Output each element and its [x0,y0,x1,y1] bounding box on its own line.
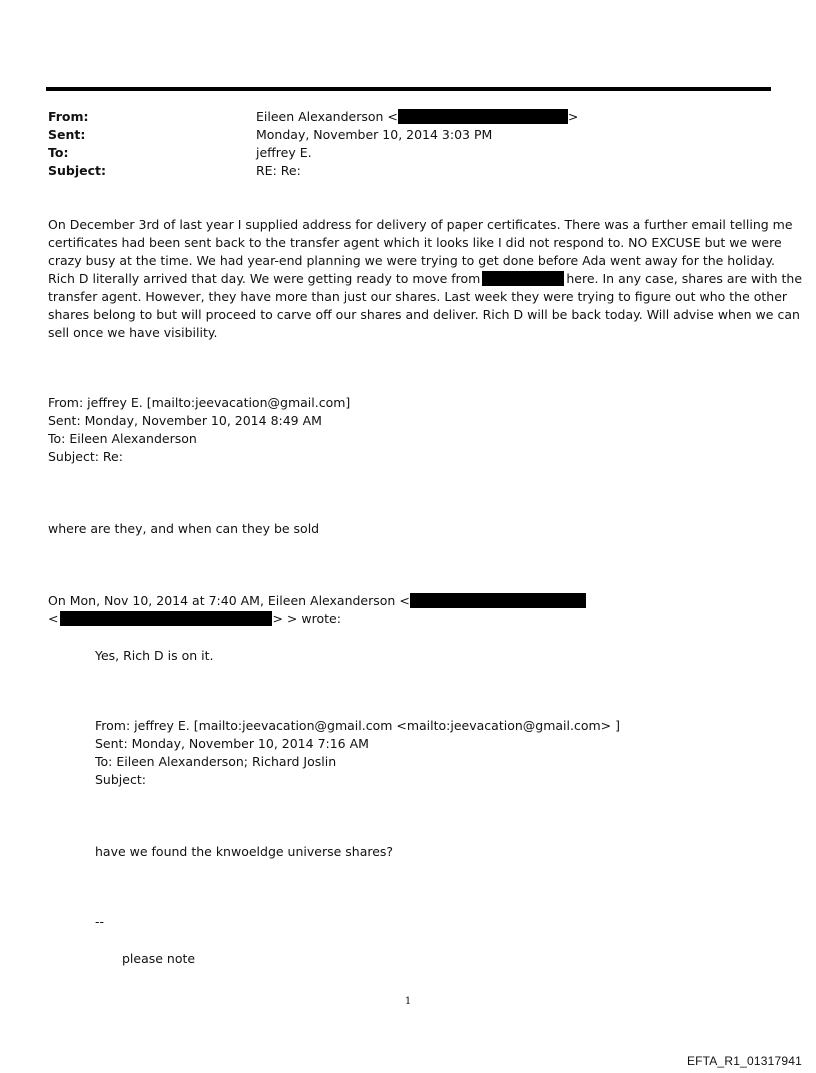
redaction-block [398,109,568,124]
quote2-reply-text: Yes, Rich D is on it. [95,648,214,663]
page-number: 1 [404,996,412,1007]
quote2-intro-text: On Mon, Nov 10, 2014 at 7:40 AM, Eileen Alexanderson < [48,593,410,608]
body-line-part: Rich D literally arrived that day. We were getting ready to move from [48,271,481,286]
sent-value: Monday, November 10, 2014 3:03 PM [256,127,493,142]
quote3-to: To: Eileen Alexanderson; Richard Joslin [95,754,337,769]
bates-number: EFTA_R1_01317941 [686,1054,802,1068]
body-line [48,270,803,288]
signature-dash-text: -- [95,914,105,929]
to-label: To: [48,145,69,160]
body-line: sell once we have visibility. [48,325,218,340]
quote3-message [95,843,775,861]
body-paragraph [48,216,803,342]
body-line: crazy busy at the time. We had year-end planning we were trying to get done before Ada went away for the holiday. [48,253,776,268]
body-line: On December 3rd of last year I supplied address for delivery of paper certificates. There was a further email telling me [48,217,793,232]
to-value: jeffrey E. [256,145,312,160]
body-line-part: here. In any case, shares are with the [566,271,803,286]
redaction-block [410,593,586,608]
subject-value: RE: Re: [256,163,301,178]
from-close: > [567,109,579,124]
quote3-subject: Subject: [95,772,146,787]
body-line: certificates had been sent back to the transfer agent which it looks like I did not respond to. NO EXCUSE but we were [48,235,782,250]
quote2-reply [95,647,775,665]
quote1-header [48,394,773,466]
subject-label: Subject: [48,163,106,178]
quote2-intro [48,592,773,628]
quote1-subject: Subject: Re: [48,449,123,464]
redaction-block [60,611,272,626]
from-label: From: [48,109,89,124]
body-line: shares belong to but will proceed to carve off our shares and deliver. Rich D will be back today. Will advise when we can [48,307,800,322]
quote3-from: From: jeffrey E. [mailto:jeevacation@gmail.com <mailto:jeevacation@gmail.com> ] [95,718,620,733]
quote2-intro-line [48,592,773,610]
signature-dash [95,913,775,931]
sent-label: Sent: [48,127,86,142]
please-note [122,950,772,968]
quote1-from: From: jeffrey E. [mailto:jeevacation@gmail.com] [48,395,351,410]
header-rule [46,87,771,91]
quote3-header [95,717,775,789]
quote2-intro-line [48,610,773,628]
from-value [256,108,578,126]
quote2-wrote: > > wrote: [272,611,341,626]
quote3-sent: Sent: Monday, November 10, 2014 7:16 AM [95,736,369,751]
quote1-message-text: where are they, and when can they be sold [48,521,320,536]
quote1-message [48,520,773,538]
body-line: transfer agent. However, they have more than just our shares. Last week they were trying to figure out who the other [48,289,788,304]
redaction-block [482,271,564,286]
from-name: Eileen Alexanderson < [256,109,398,124]
quote3-message-text: have we found the knwoeldge universe shares? [95,844,394,859]
quote1-to: To: Eileen Alexanderson [48,431,197,446]
quote1-sent: Sent: Monday, November 10, 2014 8:49 AM [48,413,322,428]
quote2-open-bracket: < [48,611,59,626]
please-note-text: please note [122,951,196,966]
